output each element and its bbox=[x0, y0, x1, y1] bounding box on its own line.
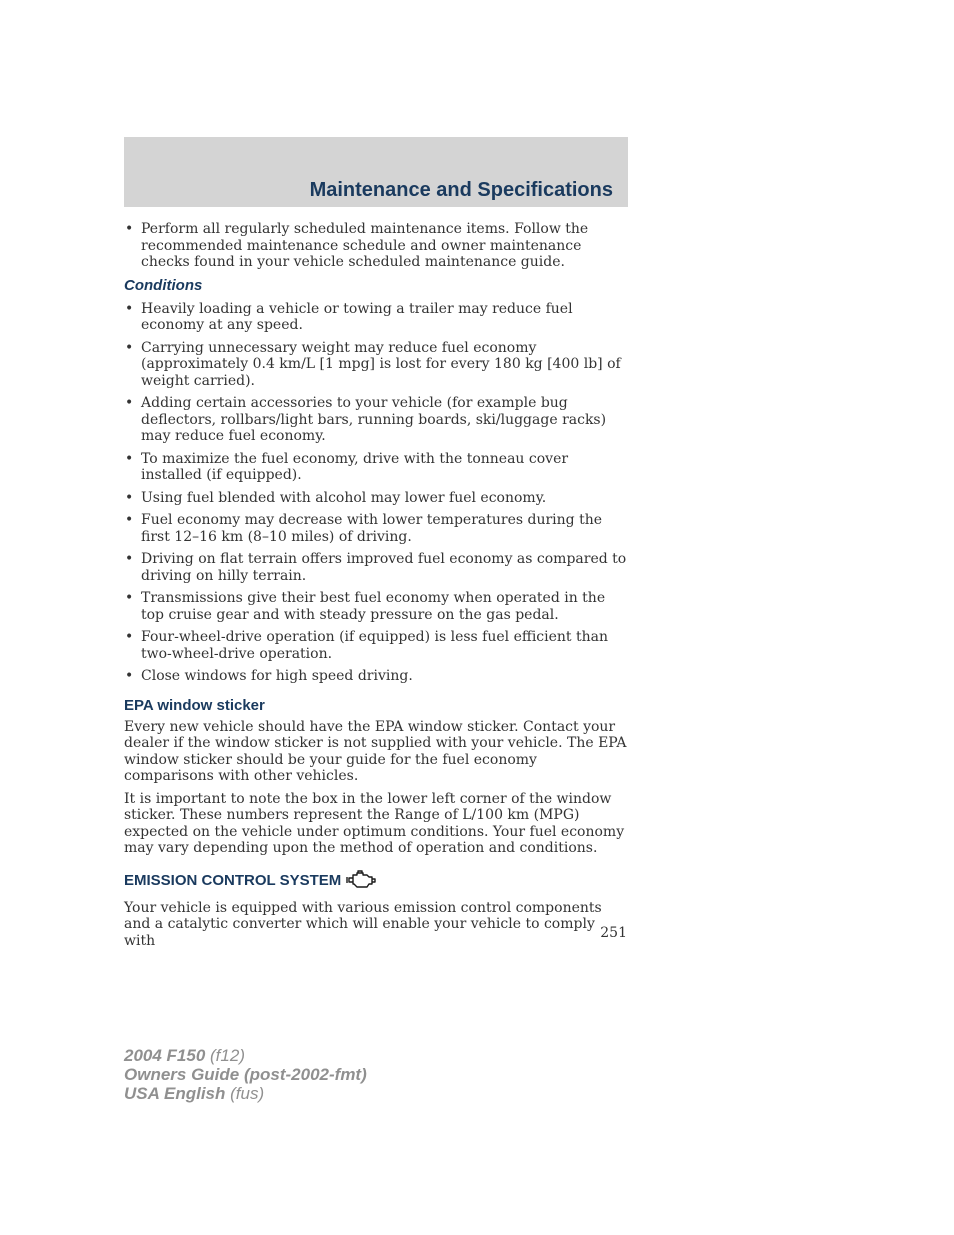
footer-line-2: Owners Guide (post-2002-fmt) bbox=[124, 1065, 367, 1084]
footer-line-3: USA English (fus) bbox=[124, 1084, 265, 1103]
list-item: • Perform all regularly scheduled maintenance items. Follow the recommended maintenance schedule and owner maintenance checks found in your vehicle scheduled maintenance guide. bbox=[125, 221, 589, 270]
bullet-marker: • bbox=[125, 395, 134, 411]
bullet-marker: • bbox=[125, 489, 134, 506]
bullet-marker: • bbox=[125, 590, 134, 606]
section-header-band bbox=[124, 137, 628, 207]
epa-paragraph-2: It is important to note the box in the lower left corner of the window sticker. These numbers represent the Range of L/100 km (MPG) expected on the vehicle under optimum conditions. Your fuel economy may vary depending upon the method of operation and conditions. bbox=[124, 790, 625, 856]
list-item: • Transmissions give their best fuel economy when operated in the top cruise gear and with steady pressure on the gas pedal. bbox=[125, 590, 606, 623]
footer-line-1: 2004 F150 (f12) bbox=[124, 1046, 245, 1065]
bullet-marker: • bbox=[125, 221, 134, 237]
list-item: • Driving on flat terrain offers improved fuel economy as compared to driving on hilly terrain. bbox=[125, 551, 627, 584]
list-item: • Using fuel blended with alcohol may lower fuel economy. bbox=[125, 489, 547, 506]
bullet-marker: • bbox=[125, 300, 134, 317]
list-item: • To maximize the fuel economy, drive with the tonneau cover installed (if equipped). bbox=[125, 450, 569, 483]
bullet-marker: • bbox=[125, 512, 134, 528]
bullet-marker: • bbox=[125, 629, 134, 645]
intro-bullet-list bbox=[124, 221, 630, 271]
list-item: • Adding certain accessories to your vehicle (for example bug deflectors, rollbars/light bars, running boards, ski/luggage racks) may reduce fuel economy. bbox=[125, 395, 607, 444]
bullet-marker: • bbox=[125, 551, 134, 567]
bullet-marker: • bbox=[125, 450, 134, 467]
epa-paragraph-1: Every new vehicle should have the EPA window sticker. Contact your dealer if the window sticker is not supplied with your vehicle. The EPA window sticker should be your guide for the fuel economy comparisons with other vehicles. bbox=[124, 718, 627, 784]
list-item: • Fuel economy may decrease with lower temperatures during the first 12–16 km (8–10 miles) of driving. bbox=[125, 512, 602, 545]
conditions-bullet-list bbox=[124, 301, 630, 685]
document-footer bbox=[124, 1046, 367, 1103]
bullet-marker: • bbox=[125, 668, 134, 684]
epa-heading: EPA window sticker bbox=[124, 696, 265, 714]
list-item: • Carrying unnecessary weight may reduce fuel economy (approximately 0.4 km/L [1 mpg] is lost for every 180 kg [400 lb] of weight carried). bbox=[125, 339, 621, 389]
list-item: • Heavily loading a vehicle or towing a trailer may reduce fuel economy at any speed. bbox=[125, 300, 573, 333]
emission-paragraph: Your vehicle is equipped with various emission control components and a catalytic converter which will enable your vehicle to comply with bbox=[124, 899, 602, 949]
conditions-heading: Conditions bbox=[124, 276, 203, 294]
bullet-marker: • bbox=[125, 339, 134, 356]
list-item: • Close windows for high speed driving. bbox=[125, 668, 413, 684]
list-item: • Four-wheel-drive operation (if equipped) is less fuel efficient than two-wheel-drive operation. bbox=[125, 629, 608, 662]
page-number: 251 bbox=[600, 925, 627, 941]
emission-heading-text: EMISSION CONTROL SYSTEM bbox=[124, 872, 342, 889]
engine-icon bbox=[345, 869, 377, 894]
emission-heading bbox=[124, 869, 630, 894]
section-title: Maintenance and Specifications bbox=[309, 179, 613, 201]
page-content bbox=[124, 221, 630, 955]
